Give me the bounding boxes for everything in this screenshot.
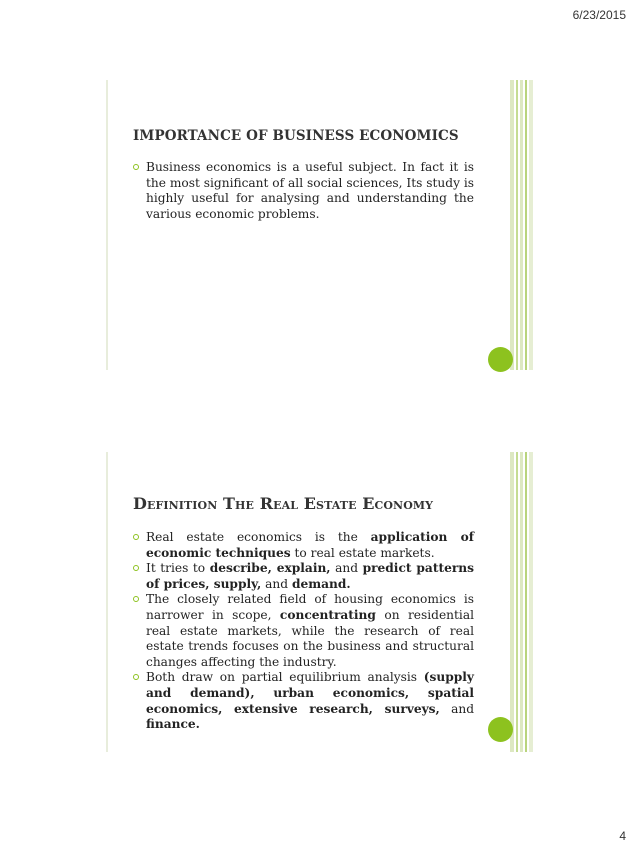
bullet-icon: [133, 596, 139, 602]
list-item: It tries to describe, explain, and predict patterns of prices, supply, and demand.: [133, 561, 474, 592]
list-item: Business economics is a useful subject. In fact it is the most significant of all social sciences, Its study is highly useful for analysing and understanding the various economic problems.: [133, 160, 474, 222]
slide-divider-line: [106, 452, 108, 752]
list-item: Real estate economics is the application of economic techniques to real estate markets.: [133, 530, 474, 561]
bullet-icon: [133, 534, 139, 540]
decorative-circle: [488, 717, 513, 742]
list-item: The closely related field of housing economics is narrower in scope, concentrating on residential real estate markets, while the research of real estate trends focuses on the business and structural changes affecting the industry.: [133, 592, 474, 670]
list-item: Both draw on partial equilibrium analysis (supply and demand), urban economics, spatial economics, extensive research, surveys, and finance.: [133, 670, 474, 732]
slide-title: Definition The Real Estate Economy: [133, 494, 434, 513]
bullet-list: [133, 530, 474, 733]
bullet-icon: [133, 565, 139, 571]
page-number: 4: [619, 829, 626, 843]
page-date: 6/23/2015: [572, 8, 626, 22]
slide-title: IMPORTANCE OF BUSINESS ECONOMICS: [133, 128, 459, 144]
decorative-stripes: [510, 452, 533, 752]
bullet-icon: [133, 674, 139, 680]
